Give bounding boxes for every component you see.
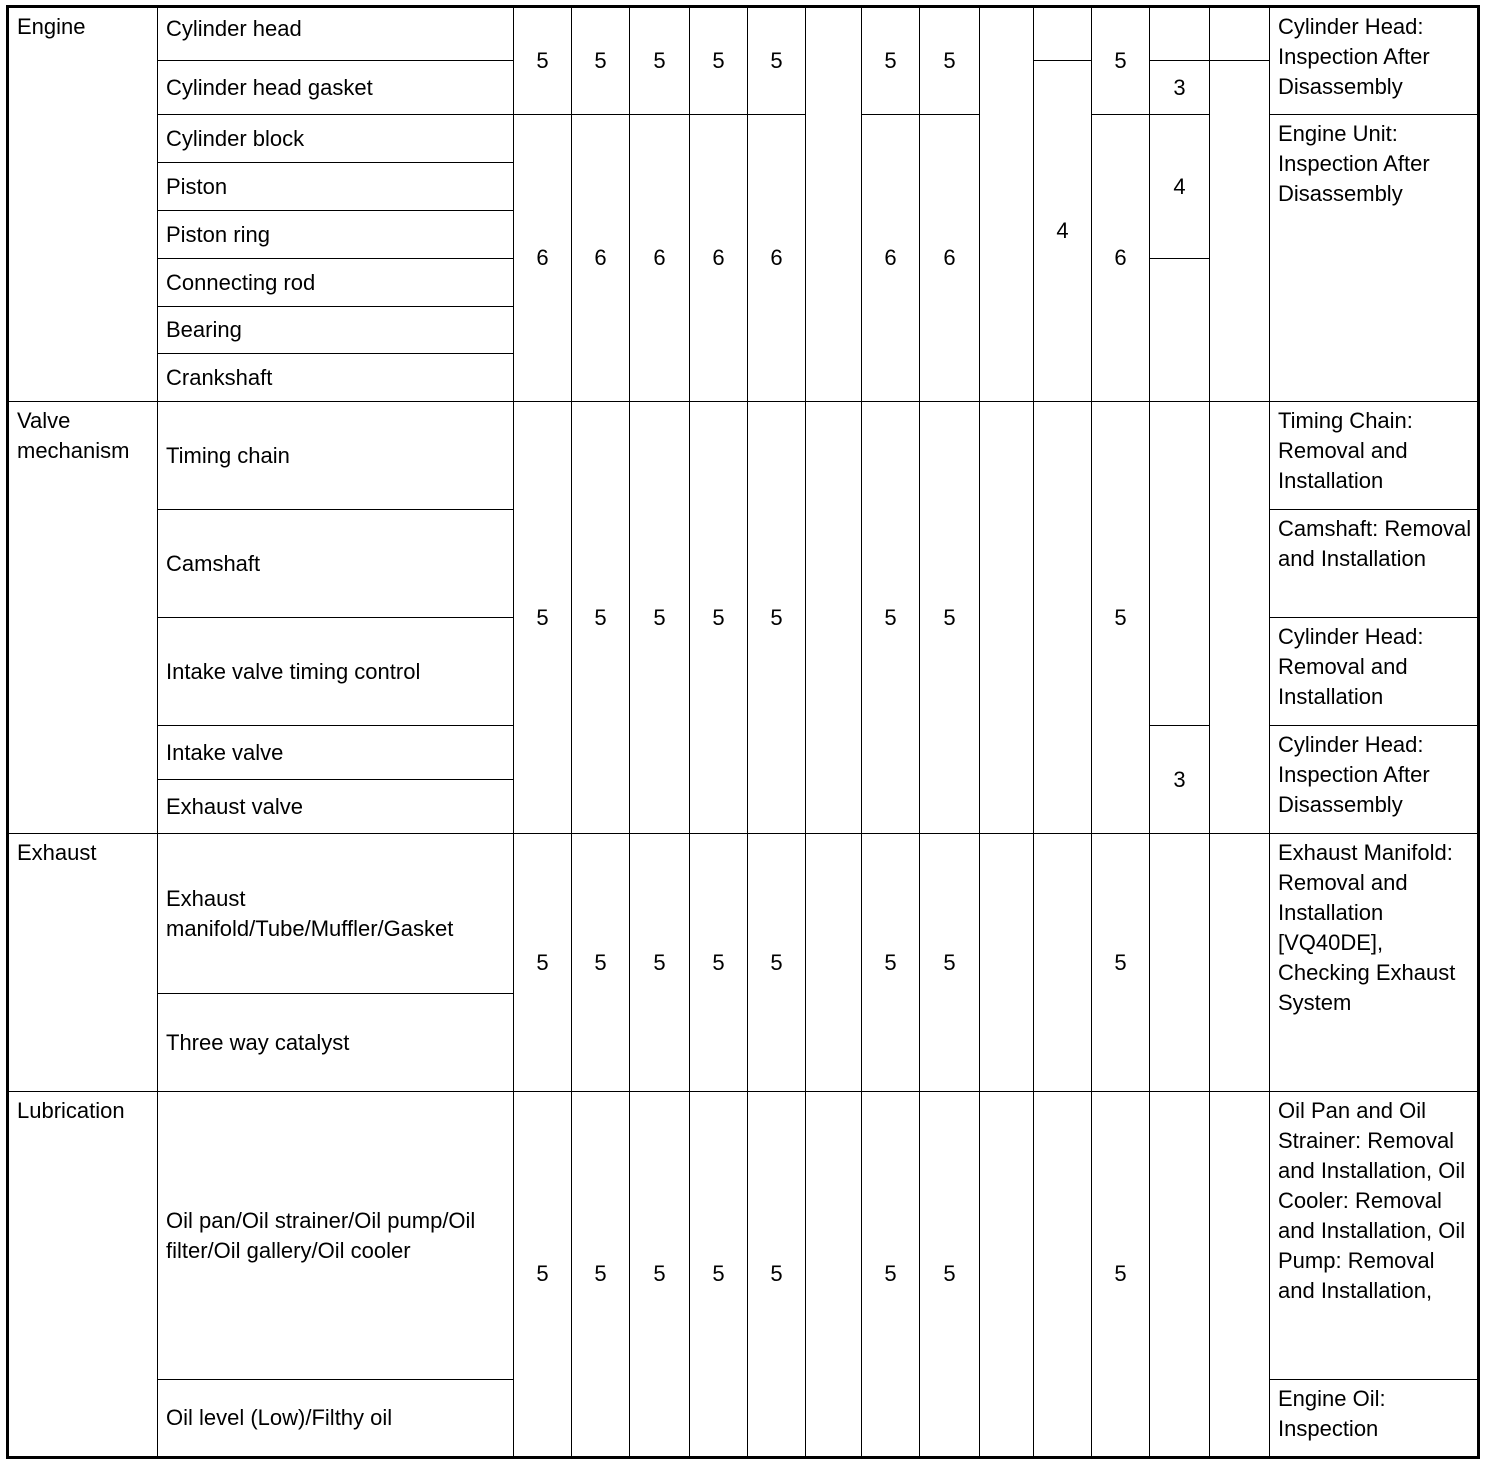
cell-value: 6 [572, 115, 630, 402]
reference-engine-oil: Engine Oil: Inspection [1270, 1380, 1479, 1458]
cell-value: 5 [514, 834, 572, 1092]
table-row [8, 1092, 1479, 1380]
reference-timing-chain: Timing Chain: Removal and Installation [1270, 402, 1479, 510]
cell-empty [1210, 61, 1270, 402]
part-oil-pan: Oil pan/Oil strainer/Oil pump/Oil filter/Oil gallery/Oil cooler [158, 1092, 514, 1380]
part-exhaust-valve: Exhaust valve [158, 780, 514, 834]
cell-value: 5 [920, 834, 980, 1092]
cell-empty [1210, 7, 1270, 61]
system-exhaust: Exhaust [8, 834, 158, 1092]
table-row [8, 7, 1479, 61]
part-camshaft: Camshaft [158, 510, 514, 618]
diagnosis-table [6, 5, 1480, 1459]
system-valve-mechanism: Valve mechanism [8, 402, 158, 834]
cell-value: 6 [920, 115, 980, 402]
cell-empty [1034, 1092, 1092, 1458]
part-timing-chain: Timing chain [158, 402, 514, 510]
cell-empty [1034, 7, 1092, 61]
cell-value: 5 [514, 1092, 572, 1458]
part-cylinder-block: Cylinder block [158, 115, 514, 163]
cell-value: 5 [690, 402, 748, 834]
cell-value: 3 [1150, 61, 1210, 115]
cell-value: 5 [748, 402, 806, 834]
cell-value: 5 [748, 7, 806, 115]
cell-value: 6 [862, 115, 920, 402]
table-row [8, 834, 1479, 994]
cell-value: 5 [748, 1092, 806, 1458]
cell-empty [980, 402, 1034, 834]
cell-empty [806, 1092, 862, 1458]
reference-camshaft: Camshaft: Removal and Installation [1270, 510, 1479, 618]
cell-value: 5 [1092, 1092, 1150, 1458]
cell-value: 5 [920, 1092, 980, 1458]
cell-empty [980, 1092, 1034, 1458]
part-bearing: Bearing [158, 307, 514, 354]
part-piston-ring: Piston ring [158, 211, 514, 259]
cell-value: 6 [690, 115, 748, 402]
part-oil-level: Oil level (Low)/Filthy oil [158, 1380, 514, 1458]
cell-value: 5 [862, 402, 920, 834]
system-lubrication: Lubrication [8, 1092, 158, 1458]
cell-value: 5 [572, 402, 630, 834]
cell-value: 5 [514, 7, 572, 115]
cell-value: 5 [1092, 7, 1150, 115]
cell-value: 5 [1092, 402, 1150, 834]
cell-value: 5 [920, 7, 980, 115]
table-row [8, 402, 1479, 510]
cell-empty [1210, 402, 1270, 834]
cell-value: 5 [572, 834, 630, 1092]
cell-empty [806, 402, 862, 834]
part-piston: Piston [158, 163, 514, 211]
reference-cylinder-head-inspection-2: Cylinder Head: Inspection After Disassembly [1270, 726, 1479, 834]
cell-empty [1150, 1092, 1210, 1458]
part-intake-valve: Intake valve [158, 726, 514, 780]
cell-empty [980, 834, 1034, 1092]
cell-value: 5 [514, 402, 572, 834]
cell-empty [1150, 259, 1210, 402]
cell-empty [980, 7, 1034, 402]
part-cylinder-head-gasket: Cylinder head gasket [158, 61, 514, 115]
reference-cylinder-head-inspection: Cylinder Head: Inspection After Disassembly [1270, 7, 1479, 115]
part-crankshaft: Crankshaft [158, 354, 514, 402]
reference-engine-unit-inspection: Engine Unit: Inspection After Disassembly [1270, 115, 1479, 402]
reference-exhaust: Exhaust Manifold: Removal and Installation [VQ40DE], Checking Exhaust System [1270, 834, 1479, 1092]
cell-value: 5 [862, 7, 920, 115]
cell-empty [806, 7, 862, 402]
cell-value: 6 [748, 115, 806, 402]
cell-value: 5 [572, 7, 630, 115]
cell-empty [1150, 402, 1210, 726]
cell-value: 6 [1092, 115, 1150, 402]
cell-empty [1210, 1092, 1270, 1458]
cell-value: 5 [1092, 834, 1150, 1092]
cell-value: 5 [920, 402, 980, 834]
part-intake-valve-timing-control: Intake valve timing control [158, 618, 514, 726]
cell-value: 6 [630, 115, 690, 402]
cell-empty [1150, 7, 1210, 61]
cell-value: 5 [862, 1092, 920, 1458]
cell-empty [1034, 834, 1092, 1092]
cell-value: 6 [514, 115, 572, 402]
part-three-way-catalyst: Three way catalyst [158, 994, 514, 1092]
reference-cylinder-head-removal: Cylinder Head: Removal and Installation [1270, 618, 1479, 726]
cell-value: 5 [630, 7, 690, 115]
cell-value: 4 [1150, 115, 1210, 259]
cell-value: 3 [1150, 726, 1210, 834]
cell-value: 5 [690, 7, 748, 115]
cell-value: 5 [862, 834, 920, 1092]
cell-value: 5 [572, 1092, 630, 1458]
part-exhaust-manifold: Exhaust manifold/Tube/Muffler/Gasket [158, 834, 514, 994]
system-engine: Engine [8, 7, 158, 402]
cell-value: 5 [690, 1092, 748, 1458]
cell-value: 4 [1034, 61, 1092, 402]
cell-empty [806, 834, 862, 1092]
cell-value: 5 [630, 402, 690, 834]
cell-value: 5 [630, 1092, 690, 1458]
cell-value: 5 [630, 834, 690, 1092]
part-connecting-rod: Connecting rod [158, 259, 514, 307]
cell-value: 5 [690, 834, 748, 1092]
cell-value: 5 [748, 834, 806, 1092]
reference-oil-pan: Oil Pan and Oil Strainer: Removal and Installation, Oil Cooler: Removal and Installation, Oil Pump: Removal and Installation, [1270, 1092, 1479, 1380]
part-cylinder-head: Cylinder head [158, 7, 514, 61]
cell-empty [1210, 834, 1270, 1092]
cell-empty [1150, 834, 1210, 1092]
cell-empty [1034, 402, 1092, 834]
